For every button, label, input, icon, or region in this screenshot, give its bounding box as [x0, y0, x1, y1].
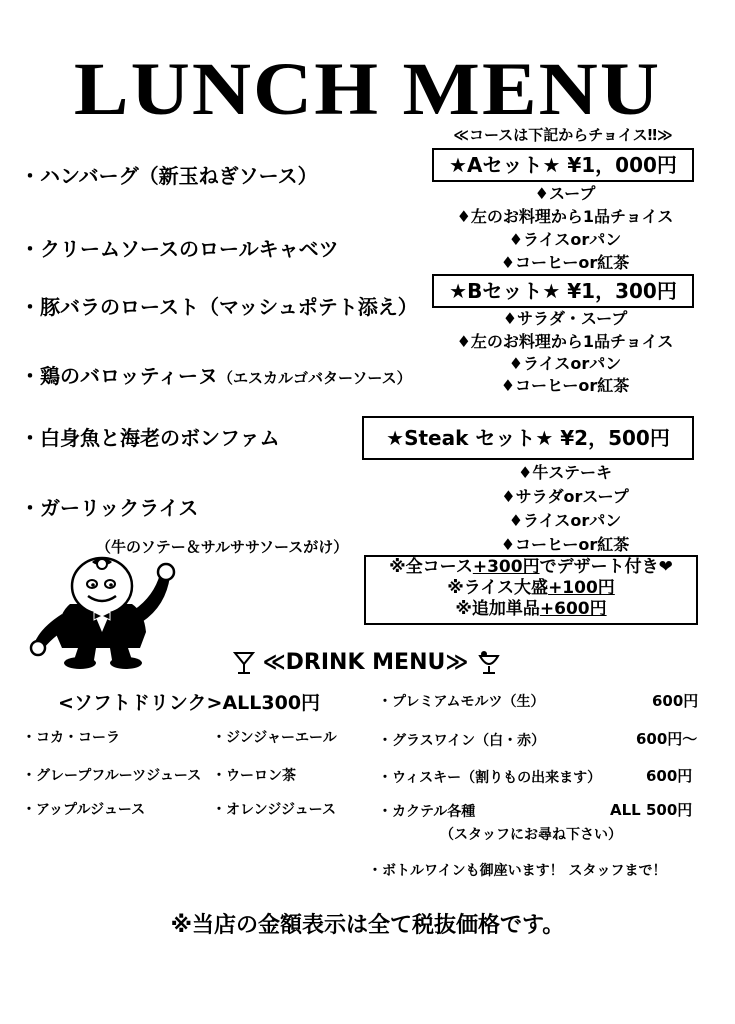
note-extra-dish-price: +600円 — [539, 599, 607, 619]
set-a-item: ♦ライスorパン — [508, 230, 622, 249]
cocktail-glass-icon — [233, 650, 255, 676]
set-a-item: ♦スープ — [534, 184, 596, 203]
set-steak-item: ♦サラダorスープ — [501, 487, 629, 506]
options-note-box — [364, 555, 698, 625]
soft-drink-item: ・コカ・コーラ — [22, 730, 120, 746]
alcohol-item-name: ・プレミアムモルツ（生） — [378, 694, 545, 710]
drink-menu-title — [0, 650, 735, 676]
page-title: LUNCH MENU — [73, 46, 662, 131]
dish-cabbage-roll: ・クリームソースのロールキャベツ — [20, 237, 339, 261]
set-b-item: ♦ライスorパン — [508, 354, 622, 373]
bottle-wine-note: ・ボトルワインも御座います！ スタッフまで！ — [368, 863, 667, 879]
alcohol-item-price: 600円 — [652, 692, 699, 710]
soft-drink-header: <ソフトドリンク>ALL300円 — [58, 692, 321, 714]
set-steak-item: ♦牛ステーキ — [517, 463, 613, 482]
course-note: ≪コースは下記からチョイス‼≫ — [453, 126, 673, 144]
tropical-drink-icon — [476, 650, 502, 676]
set-a-box: ★Aセット★ ¥1，000円 — [432, 148, 694, 182]
dish-ballotine-sauce: （エスカルゴバターソース） — [218, 369, 412, 387]
set-b-item: ♦サラダ・スープ — [502, 309, 628, 328]
dish-hamburg: ・ハンバーグ（新玉ねぎソース） — [20, 164, 318, 188]
dish-ballotine — [20, 366, 412, 386]
alcohol-item-price: 600円 — [646, 767, 693, 785]
set-steak-item: ♦ライスorパン — [508, 511, 622, 530]
set-b-box: ★Bセット★ ¥1，300円 — [432, 274, 694, 308]
dish-bonne-femme: ・白身魚と海老のボンファム — [20, 426, 280, 450]
dish-pork-roast: ・豚バラのロースト（マッシュポテト添え） — [20, 295, 418, 319]
cocktail-note: （スタッフにお尋ね下さい） — [440, 827, 622, 843]
set-steak-item: ♦コーヒーor紅茶 — [500, 535, 630, 554]
soft-drink-item: ・アップルジュース — [22, 802, 146, 818]
soft-drink-item: ・ウーロン茶 — [212, 768, 296, 784]
tax-note: ※当店の金額表示は全て税抜価格です。 — [170, 913, 565, 938]
note-large-rice-price: +100円 — [548, 578, 615, 598]
soft-drink-item: ・グレープフルーツジュース — [22, 768, 202, 784]
note-extra-dish: ※追加単品 — [455, 599, 540, 619]
set-b-item: ♦コーヒーor紅茶 — [500, 376, 630, 395]
alcohol-item-name: ・カクテル各種 — [378, 804, 476, 820]
set-a-item: ♦左のお料理から1品チョイス — [456, 207, 674, 226]
alcohol-item-price: ALL 500円 — [610, 801, 693, 819]
drink-menu-title-text: ≪DRINK MENU≫ — [262, 650, 469, 675]
dish-garlic-rice: ・ガーリックライス — [20, 496, 199, 520]
set-steak-box: ★Steak セット★ ¥2，500円 — [362, 416, 694, 460]
alcohol-item-name: ・グラスワイン（白・赤） — [378, 733, 546, 749]
dish-ballotine-name: ・鶏のバロッティーヌ — [20, 364, 218, 388]
set-a-item: ♦コーヒーor紅茶 — [500, 253, 630, 272]
alcohol-item-name: ・ウィスキー（割りもの出来ます） — [378, 770, 602, 786]
soft-drink-item: ・ジンジャーエール — [212, 730, 337, 746]
note-large-rice: ※ライス大盛 — [447, 578, 549, 598]
note-dessert-price: +300円 — [472, 557, 540, 577]
set-b-item: ♦左のお料理から1品チョイス — [456, 332, 674, 351]
alcohol-item-price: 600円～ — [636, 730, 698, 748]
garlic-rice-note: （牛のソテー＆サルササソースがけ） — [96, 538, 349, 556]
soft-drink-item: ・オレンジジュース — [212, 802, 336, 818]
note-dessert: でデザート付き❤ — [539, 557, 673, 577]
note-all-course: ※全コース — [389, 557, 473, 577]
